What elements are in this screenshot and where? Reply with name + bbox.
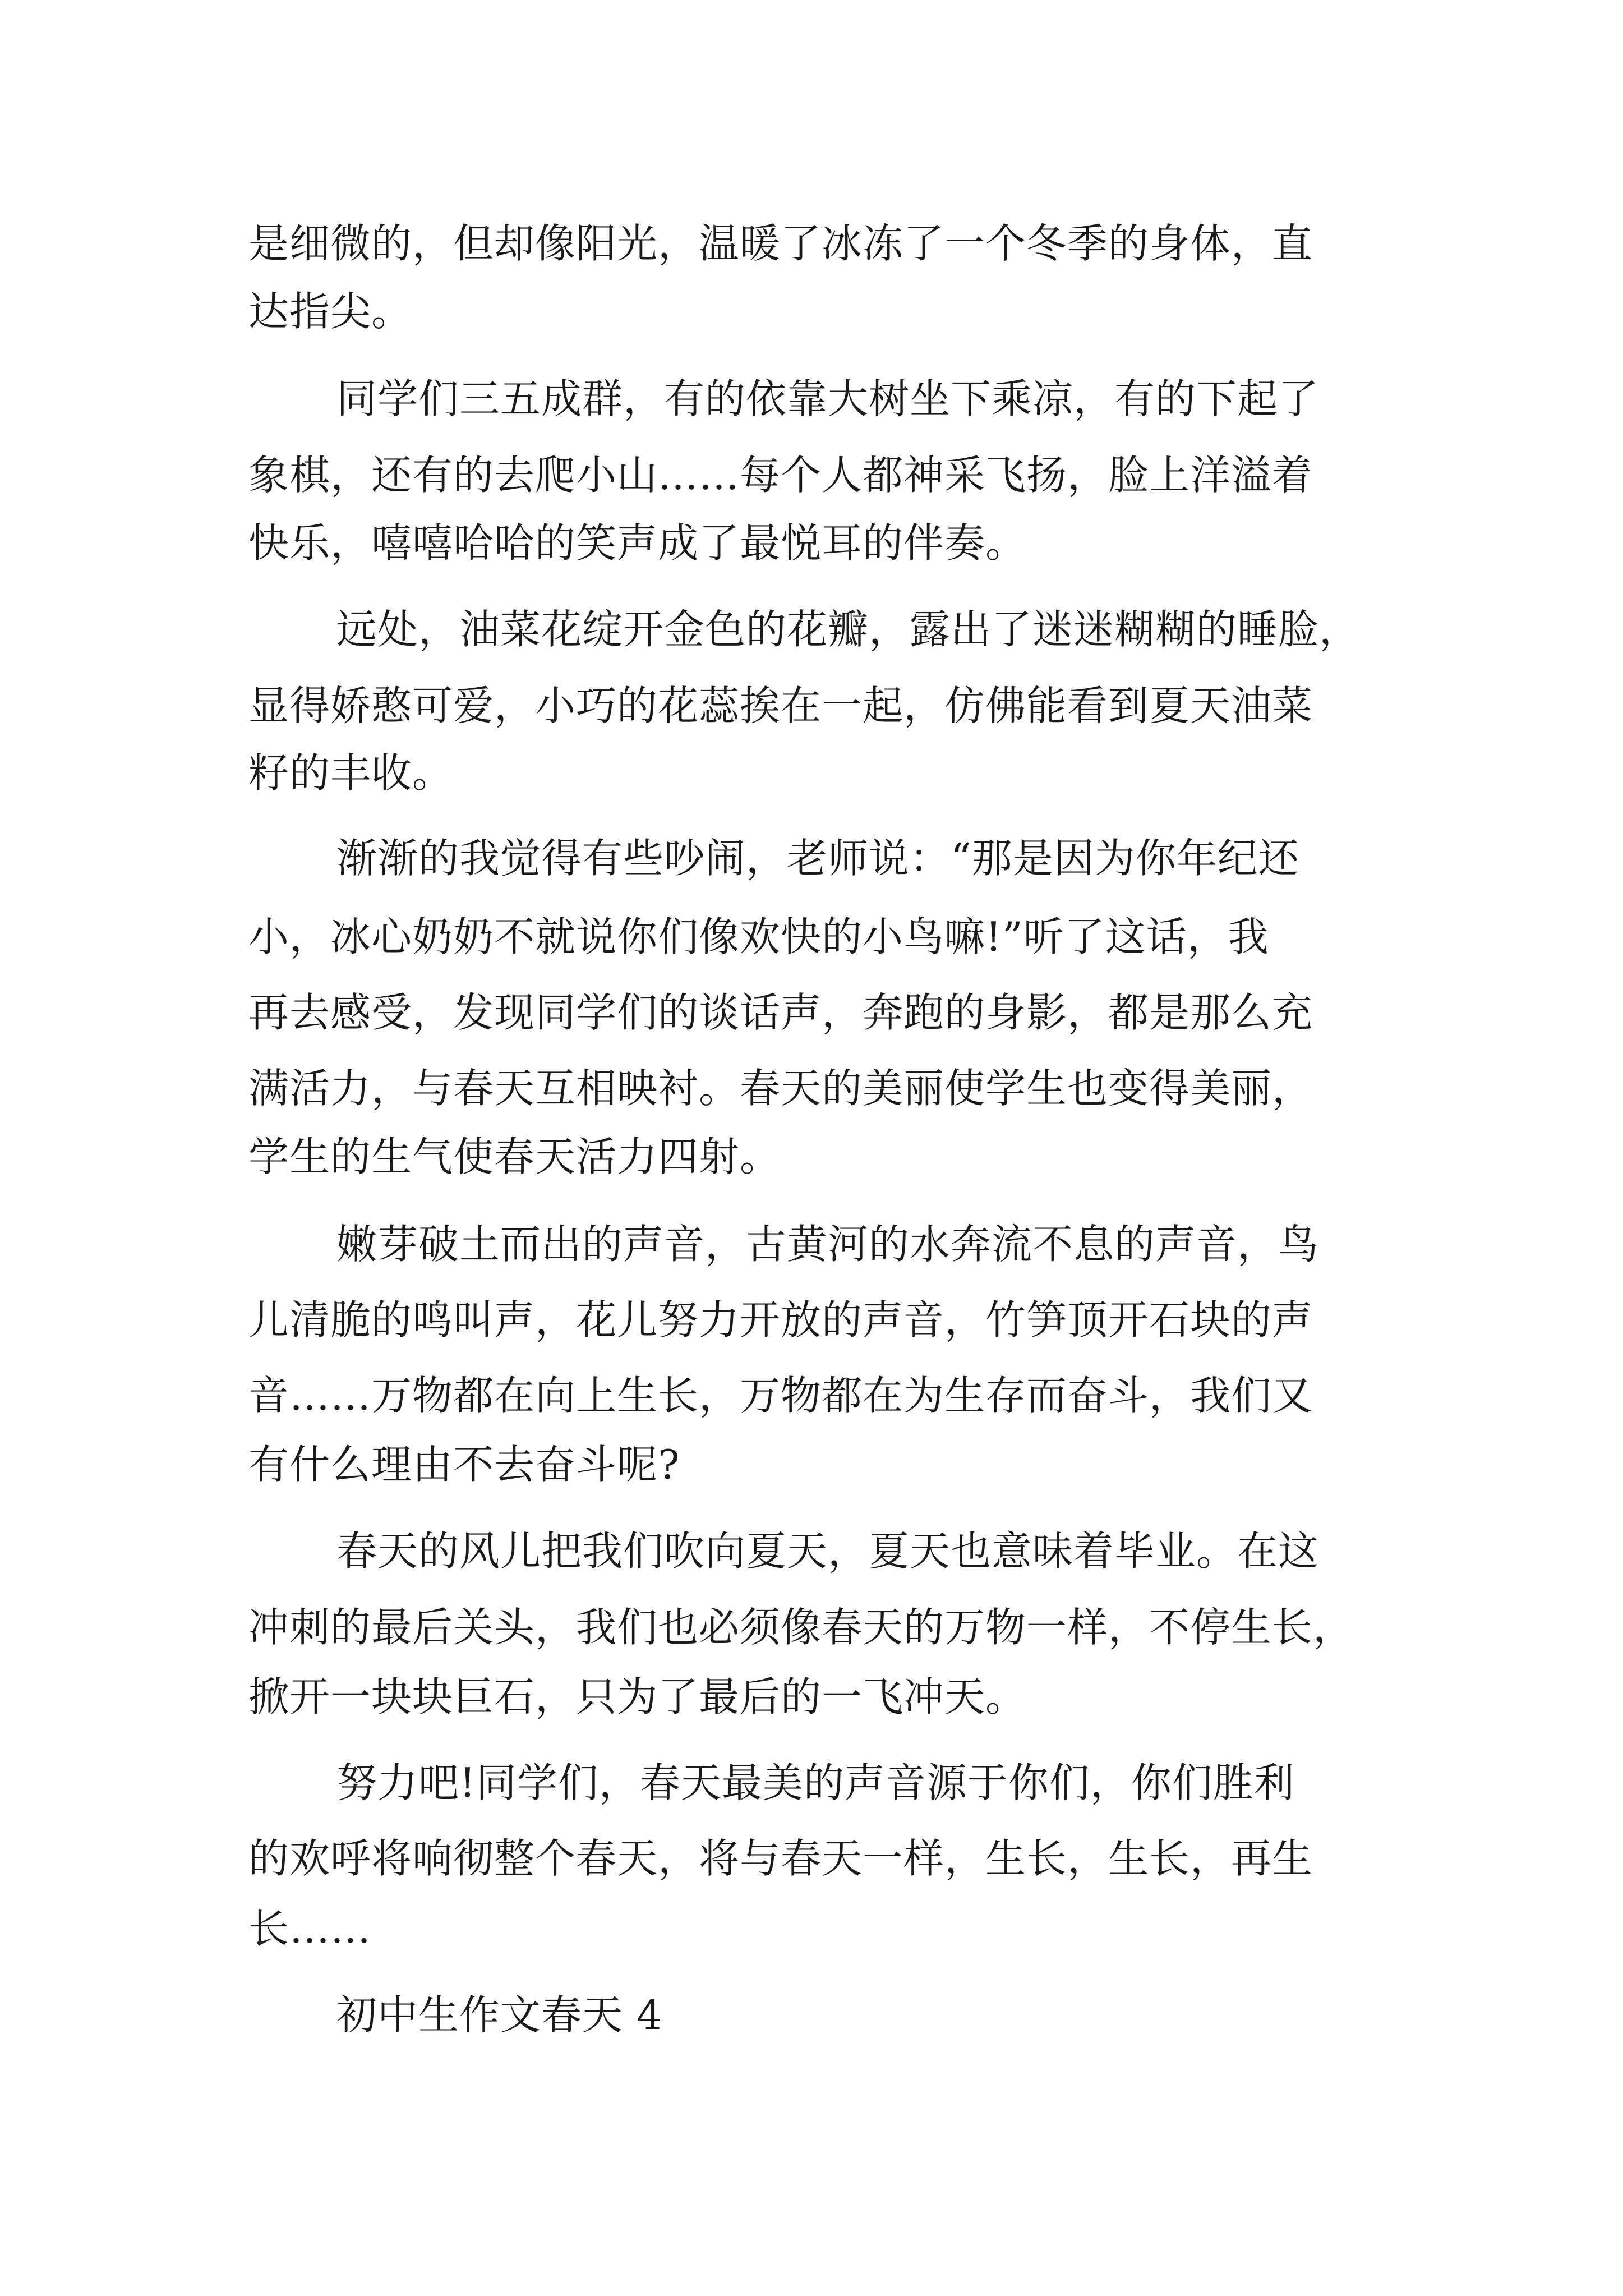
text-line-13: 学生的生气使春天活力四射。 xyxy=(248,1133,781,1180)
section-heading: 初中生作文春天 4 xyxy=(336,1991,663,2039)
paragraph-start-line: 渐渐的我觉得有些吵闹，老师说：“那是因为你年纪还 xyxy=(336,835,1299,882)
text-line-2: 达指尖。 xyxy=(248,288,413,335)
paragraph-start-line: 春天的风儿把我们吹向夏天，夏天也意味着毕业。在这 xyxy=(336,1527,1320,1575)
paragraph-start-line: 努力吧!同学们，春天最美的声音源于你们，你们胜利 xyxy=(336,1759,1295,1806)
paragraph-start-line: 同学们三五成群，有的依靠大树坐下乘凉，有的下起了 xyxy=(336,375,1320,422)
text-line-22: 的欢呼将响彻整个春天，将与春天一样，生长，生长，再生 xyxy=(248,1835,1313,1882)
text-line-4: 象棋，还有的去爬小山……每个人都神采飞扬，脸上洋溢着 xyxy=(248,452,1313,499)
text-line-15: 儿清脆的鸣叫声，花儿努力开放的声音，竹笋顶开石块的声 xyxy=(248,1296,1313,1343)
paragraph-start-line: 远处，油菜花绽开金色的花瓣，露出了迷迷糊糊的睡脸， xyxy=(336,606,1361,653)
text-line-8: 籽的丰收。 xyxy=(248,749,454,797)
text-line-19: 冲刺的最后关头，我们也必须像春天的万物一样，不停生长， xyxy=(248,1604,1354,1651)
text-line-7: 显得娇憨可爱，小巧的花蕊挨在一起，仿佛能看到夏天油菜 xyxy=(248,682,1313,729)
text-line-11: 再去感受，发现同学们的谈话声，奔跑的身影，都是那么充 xyxy=(248,989,1313,1036)
text-line-10: 小，冰心奶奶不就说你们像欢快的小鸟嘛!”听了这话，我 xyxy=(248,913,1269,960)
text-line-5: 快乐，嘻嘻哈哈的笑声成了最悦耳的伴奏。 xyxy=(248,519,1027,567)
paragraph-start-line: 嫩芽破土而出的声音，古黄河的水奔流不息的声音，鸟 xyxy=(336,1221,1320,1268)
text-line-20: 掀开一块块巨石，只为了最后的一飞冲天。 xyxy=(248,1673,1027,1720)
text-line-16: 音……万物都在向上生长，万物都在为生存而奋斗，我们又 xyxy=(248,1372,1313,1419)
text-line-1: 是细微的，但却像阳光，温暖了冰冻了一个冬季的身体，直 xyxy=(248,220,1313,267)
text-line-17: 有什么理由不去奋斗呢? xyxy=(248,1441,680,1488)
text-line-12: 满活力，与春天互相映衬。春天的美丽使学生也变得美丽， xyxy=(248,1065,1313,1112)
text-line-23: 长…… xyxy=(248,1905,372,1952)
